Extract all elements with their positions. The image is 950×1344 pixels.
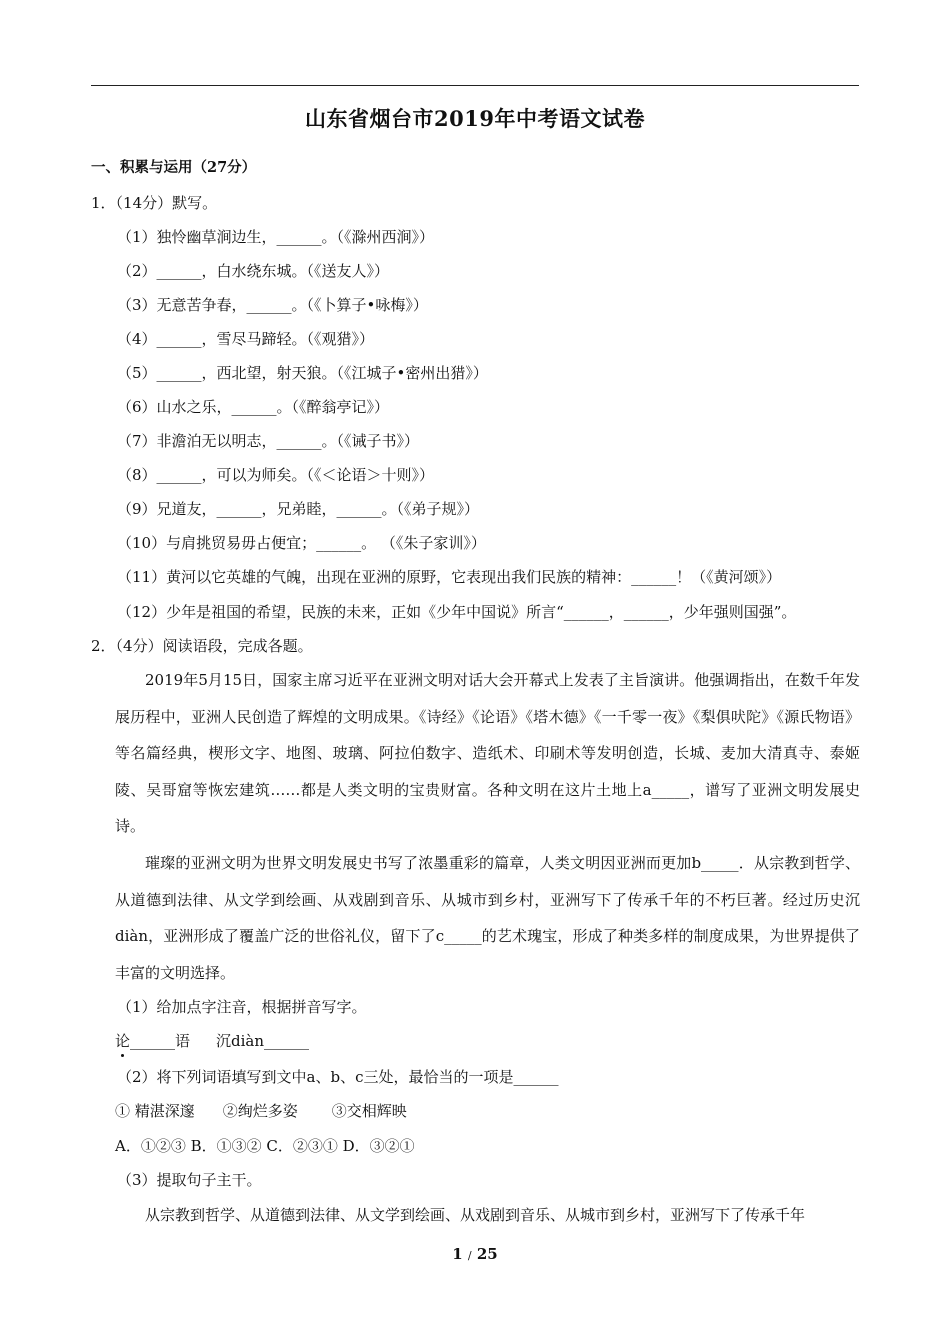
page-number: [0, 1245, 950, 1263]
page-title: 山东省烟台市2019年中考语文试卷: [305, 106, 645, 131]
question-1-item: （4）______，雪尽马蹄轻。（《观猎》）: [117, 330, 375, 348]
word-choice-1: ① 精湛深邃: [115, 1102, 195, 1120]
page-total: 25: [476, 1245, 498, 1263]
question-1-item: （10）与肩挑贸易毋占便宜；______。 （《朱子家训》）: [117, 534, 486, 552]
question-1-item: （2）______，白水绕东城。（《送友人》）: [117, 262, 390, 280]
reading-paragraph-3: 从宗教到哲学、从道德到法律、从文学到绘画、从戏剧到音乐、从城市到乡村，亚洲写下了传承千年: [145, 1206, 806, 1224]
question-1-item: （11）黄河以它英雄的气魄，出现在亚洲的原野，它表现出我们民族的精神：______！（《黄河颂》）: [117, 568, 782, 586]
question-2-sub-2: （2）将下列词语填写到文中a、b、c三处，最恰当的一项是______: [117, 1068, 559, 1086]
word-choices: [115, 1101, 407, 1121]
question-1-item: （3）无意苦争春，______。（《卜算子•咏梅》）: [117, 296, 428, 314]
word-choice-3: ③交相辉映: [331, 1102, 407, 1120]
question-2-sub-3: （3）提取句子主干。: [117, 1171, 262, 1189]
question-1-item: （7）非澹泊无以明志，______。（《诫子书》）: [117, 432, 420, 450]
answer-options: A．①②③ B．①③② C．②③① D．③②①: [115, 1137, 415, 1155]
pinyin-blank-1: ______语: [130, 1032, 191, 1050]
pinyin-blank-2: 沉diàn______: [216, 1032, 310, 1050]
question-1-item: （9）兄道友，______，兄弟睦，______。（《弟子规》）: [117, 500, 480, 518]
question-1-item: （1）独怜幽草涧边生，______。（《滁州西涧》）: [117, 228, 435, 246]
question-2-stem: 2．（4分）阅读语段，完成各题。: [91, 637, 313, 655]
question-1-item: （5）______，西北望，射天狼。（《江城子•密州出猎》）: [117, 364, 488, 382]
section-heading: 一、积累与运用（27分）: [91, 159, 257, 176]
pinyin-line: [115, 1031, 309, 1051]
reading-paragraph-1: 2019年5月15日，国家主席习近平在亚洲文明对话大会开幕式上发表了主旨演讲。他强调指出，在数千年发展历程中，亚洲人民创造了辉煌的文明成果。《诗经》《论语》《塔木德》《一千零一夜》《梨俱吠陀》《源氏物语》等名篇经典，楔形文字、地图、玻璃、阿拉伯数字、造纸术、印刷术等发明创造，长城、麦加大清真寺、泰姬陵、吴哥窟等恢宏建筑……都是人类文明的宝贵财富。各种文明在这片土地上a_____，谱写了亚洲文明发展史诗。: [115, 671, 860, 835]
page-separator: /: [467, 1249, 472, 1262]
question-1-item: （12）少年是祖国的希望，民族的未来，正如《少年中国说》所言“______，______，少年强则国强”。: [117, 603, 797, 621]
question-1-item: （8）______，可以为师矣。（《＜论语＞十则》）: [117, 466, 435, 484]
top-rule: [91, 85, 859, 86]
question-1-item: （6）山水之乐，______。（《醉翁亭记》）: [117, 398, 390, 416]
question-2-sub-1: （1）给加点字注音，根据拼音写字。: [117, 998, 367, 1016]
reading-paragraph-2: 璀璨的亚洲文明为世界文明发展史书写了浓墨重彩的篇章，人类文明因亚洲而更加b_____．从宗教到哲学、从道德到法律、从文学到绘画、从戏剧到音乐、从城市到乡村，亚洲写下了传承千年的不朽巨著。经过历史沉diàn，亚洲形成了覆盖广泛的世俗礼仪，留下了c_____的艺术瑰宝，形成了种类多样的制度成果，为世界提供了丰富的文明选择。: [115, 854, 860, 982]
page-current: 1: [452, 1245, 463, 1263]
word-choice-2: ②绚烂多姿: [222, 1102, 298, 1120]
dotted-character: 论: [115, 1032, 131, 1050]
question-1-stem: 1．（14分）默写。: [91, 194, 218, 212]
